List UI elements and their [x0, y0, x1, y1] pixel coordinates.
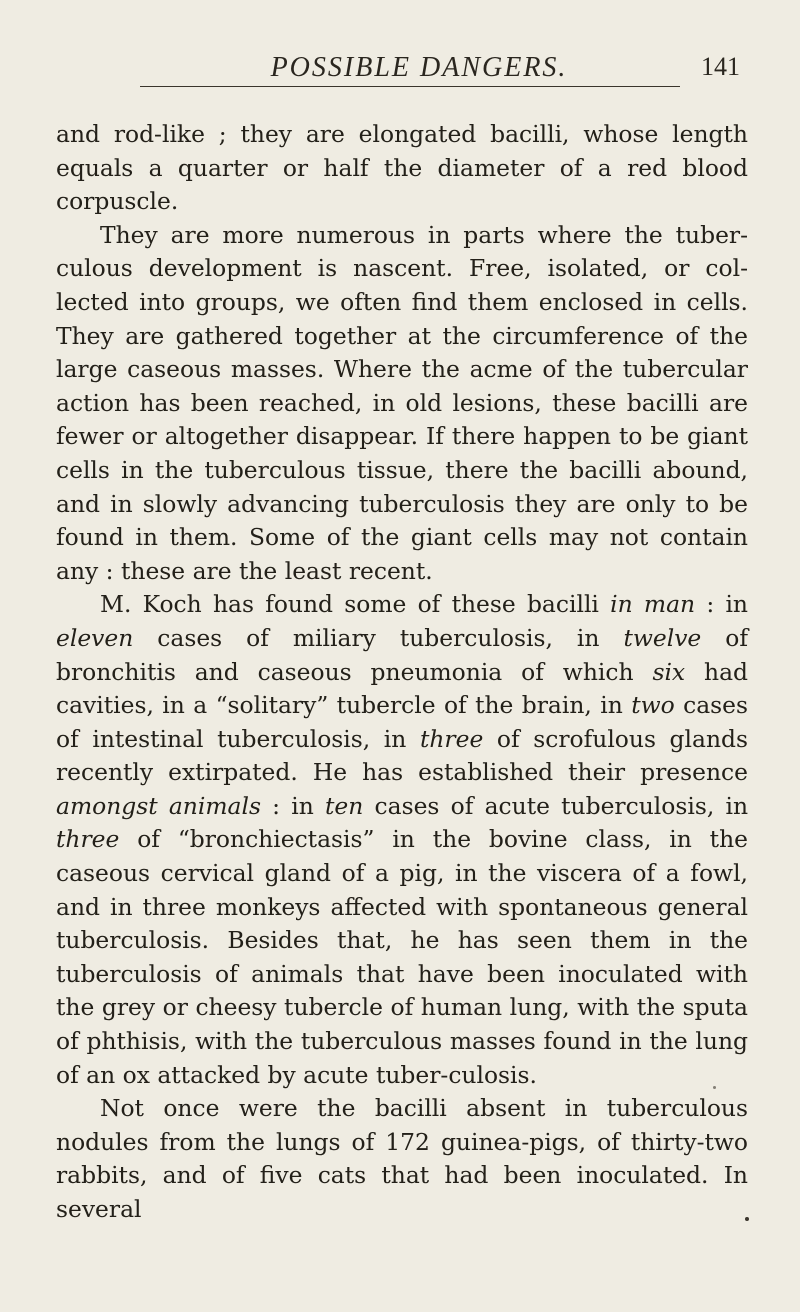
ink-speck [745, 1217, 749, 1221]
text-run: Not once were the bacilli absent in tuberculous nodules from the lungs of 172 guinea-pigs, of thirty-two rabbits, and of five cats that had been inoculated. In several [56, 1094, 748, 1223]
text-run: : in [260, 791, 326, 820]
text-run: of bronchitis and caseous pneumonia of which [56, 623, 748, 686]
text-run: : in [695, 590, 748, 619]
italic-text: amongst animals [56, 791, 261, 820]
italic-text: in man [610, 590, 696, 619]
italic-text: eleven [56, 623, 134, 652]
running-title: POSSIBLE DANGERS. [270, 52, 568, 83]
italic-text: three [419, 724, 484, 753]
text-run: had cavities, in a “solitary” tubercle of the brain, in [56, 657, 749, 720]
italic-text: three [56, 825, 120, 854]
paragraph [56, 1092, 748, 1226]
italic-text: six [652, 657, 686, 686]
italic-text: ten [325, 791, 364, 820]
ink-speck [713, 1086, 716, 1089]
paragraph [56, 219, 748, 589]
text-run: cases of miliary tuberculosis, in [133, 623, 624, 652]
text-run: cases of intestinal tuberculosis, in [56, 691, 748, 753]
page-header [64, 52, 744, 88]
text-run: and rod-like ; they are elongated bacilli, whose length equals a quarter or half the diameter of a red blood corpuscle. [56, 120, 748, 216]
text-run: cases of acute tuberculosis, in [363, 791, 749, 820]
paragraph [56, 118, 748, 219]
paragraph [56, 588, 748, 1092]
italic-text: two [631, 691, 675, 720]
text-run: M. Koch has found some of these bacilli [100, 590, 611, 619]
header-rule [140, 86, 680, 87]
text-run: of scrofulous glands recently extirpated. He has established their presence [56, 724, 748, 787]
text-run: They are more numerous in parts where the tuber-culous development is nascent. Free, isolated, or col-lected into groups, we often find them enclosed in cells. They are gathered together at the circumference of the large caseous masses. Where the acme of the tubercular action has been reached, in old lesions, these bacilli are fewer or altogether disappear. If there happen to be giant cells in the tuberculous tissue, there the bacilli abound, and in slowly advancing tuberculosis they are only to be found in them. Some of the giant cells may not contain any : these are the least recent. [56, 220, 748, 585]
text-run: of “bronchiectasis” in the bovine class, in the caseous cervical gland of a pig, in the viscera of a fowl, and in three monkeys affected with spontaneous general tuberculosis. Besides that, he has seen them in the tuberculosis of animals that have been inoculated with the grey or cheesy tubercle of human lung, with the sputa of phthisis, with the tuberculous masses found in the lung of an ox attacked by acute tuber-culosis. [56, 825, 748, 1089]
page-number: 141 [701, 52, 740, 81]
body-text [56, 118, 748, 1227]
italic-text: twelve [623, 623, 702, 652]
